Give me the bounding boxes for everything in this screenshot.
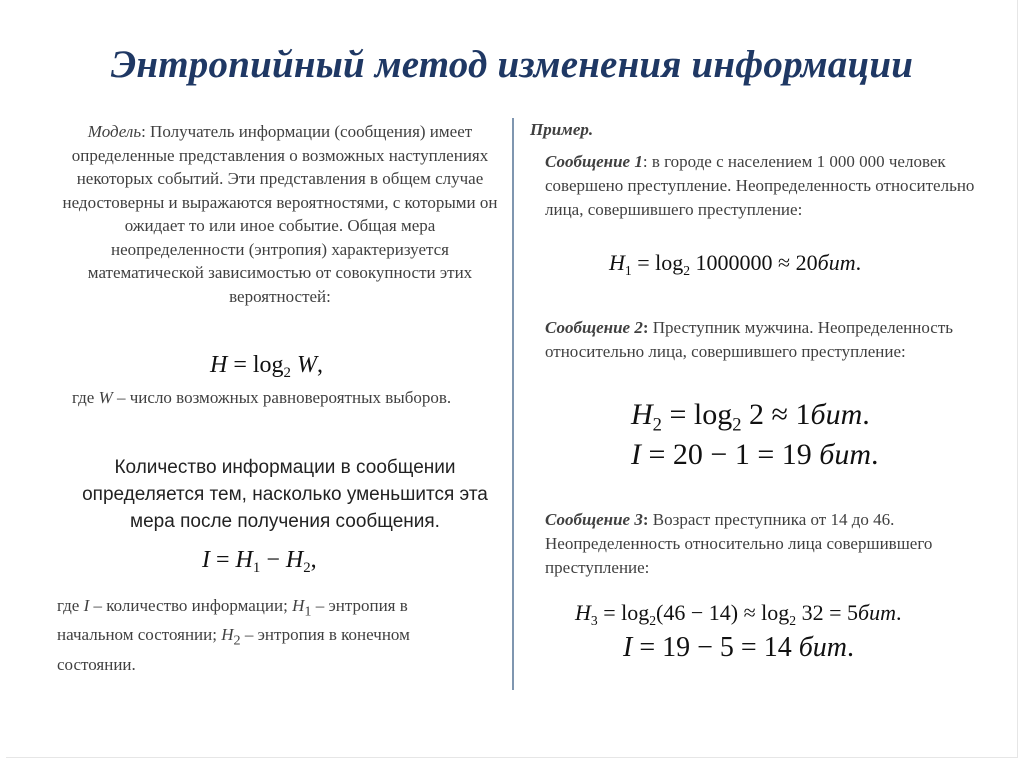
message-2 — [545, 316, 1005, 364]
formula-comma-2: , — [310, 547, 317, 573]
left-column — [57, 120, 500, 674]
f-h3-base: 2 — [649, 612, 657, 628]
formula-var-h2: H — [285, 547, 304, 573]
formula-minus: − — [260, 547, 286, 573]
f-h2-eq: = log — [661, 398, 733, 431]
formula-var-i: I — [202, 547, 210, 573]
formula-var-h: H — [210, 352, 228, 378]
def-prefix: где — [57, 596, 84, 615]
def-sub-2: 2 — [233, 632, 241, 649]
f-h1-var: H — [609, 250, 625, 275]
f-h3-mid: (46 − 14) ≈ log — [656, 600, 790, 625]
f-h3-dot: . — [895, 600, 902, 625]
message-1-text: : в городе с населением 1 000 000 человек совершено преступление. Неопределенность относительно лица, совершившего преступление: — [545, 152, 975, 219]
formula-var-h1: H — [235, 547, 253, 573]
def-var-h2: H — [221, 625, 234, 645]
f-i2-dot: . — [847, 632, 855, 663]
f-h3-num: 32 = 5 — [796, 600, 859, 625]
formula-i1 — [631, 438, 879, 472]
message-3-colon: : — [642, 510, 649, 529]
message-1 — [545, 150, 1005, 222]
formula-log-base: 2 — [283, 365, 291, 382]
def-h2-text: – энтропия в конечном состоянии. — [57, 625, 410, 674]
def-var-h1: H — [292, 596, 305, 615]
f-h1-unit: бит — [817, 250, 856, 275]
f-h2-dot: . — [862, 398, 870, 431]
f-h1-sub: 1 — [624, 262, 632, 278]
f-i1-expr: = 20 − 1 = 19 — [641, 438, 820, 471]
f-i1-var: I — [631, 438, 641, 471]
message-1-label: Сообщение 1 — [545, 152, 643, 171]
message-3-text: Возраст преступника от 14 до 46. Неопределенность относительно лица совершившего преступление: — [545, 510, 933, 577]
f-h2-num: 2 ≈ 1 — [741, 398, 811, 431]
formula-h2 — [631, 398, 870, 437]
f-h2-sub: 2 — [652, 414, 662, 436]
f-h3-eq: = log — [597, 600, 650, 625]
f-h2-var: H — [631, 398, 653, 431]
formula-i2 — [623, 632, 854, 664]
f-h3-sub: 3 — [590, 612, 598, 628]
f-h2-base: 2 — [732, 414, 742, 436]
f-i2-unit: бит — [798, 632, 848, 663]
message-3 — [545, 508, 1005, 580]
message-2-label: Сообщение 2 — [545, 318, 643, 337]
message-3-label: Сообщение 3 — [545, 510, 643, 529]
formula-eq: = — [210, 547, 236, 573]
def-h1-text: – энтропия в начальном состоянии; — [57, 596, 408, 645]
message-2-colon: : — [642, 318, 649, 337]
formula-sub-2: 2 — [303, 560, 311, 577]
formula-comma: , — [316, 352, 323, 378]
f-h1-dot: . — [855, 250, 862, 275]
f-h1-base: 2 — [683, 262, 691, 278]
def-var-i: I — [83, 596, 90, 615]
column-divider — [512, 118, 514, 690]
f-h3-base-2: 2 — [789, 612, 797, 628]
w-definition — [72, 386, 472, 410]
formula-eq-log: = log — [227, 352, 284, 378]
model-label: Модель — [87, 122, 142, 141]
f-i1-unit: бит — [819, 438, 872, 471]
slide-title: Энтропийный метод изменения информации — [110, 43, 914, 86]
formula-h3 — [575, 600, 901, 629]
formula-sub-1: 1 — [252, 560, 261, 577]
f-h1-eq: = log — [631, 250, 684, 275]
f-h1-num: 1000000 — [690, 250, 779, 275]
w-def-prefix: где — [72, 388, 99, 407]
information-amount-statement: Количество информации в сообщении определяется тем, насколько уменьшится эта мера после получения сообщения. — [82, 457, 488, 532]
model-text: : Получатель информации (сообщения) имеет определенные представления о возможных наступлениях некоторых событий. Эти представления в общем случае недостоверны и выражаются вероятностями, с которыми он ожидает то или иное событие. Общая мера неопределенности (энтропия) характеризуется математической зависимостью от совокупности этих вероятностей: — [62, 122, 498, 306]
formula-var-w: W — [296, 352, 317, 378]
def-i-text: – количество информации; — [89, 596, 293, 615]
f-i2-var: I — [623, 632, 633, 663]
information-formula — [202, 547, 317, 577]
formula-h1 — [609, 250, 861, 279]
example-label: Пример. — [530, 120, 594, 139]
f-i2-expr: = 19 − 5 = 14 — [632, 632, 799, 663]
f-h3-var: H — [575, 600, 591, 625]
f-h2-unit: бит — [810, 398, 863, 431]
f-h1-approx: ≈ 20 — [778, 250, 818, 275]
def-sub-1: 1 — [304, 603, 312, 620]
entropy-formula — [210, 352, 323, 382]
w-def-text: – число возможных равновероятных выборов. — [112, 388, 452, 407]
message-2-text: Преступник мужчина. Неопределенность относительно лица, совершившего преступление: — [545, 318, 954, 361]
f-i1-dot: . — [871, 438, 879, 471]
f-h3-unit: бит — [858, 600, 896, 625]
w-def-var: W — [98, 388, 113, 407]
i-h-definitions — [57, 594, 487, 677]
model-paragraph — [60, 120, 500, 308]
